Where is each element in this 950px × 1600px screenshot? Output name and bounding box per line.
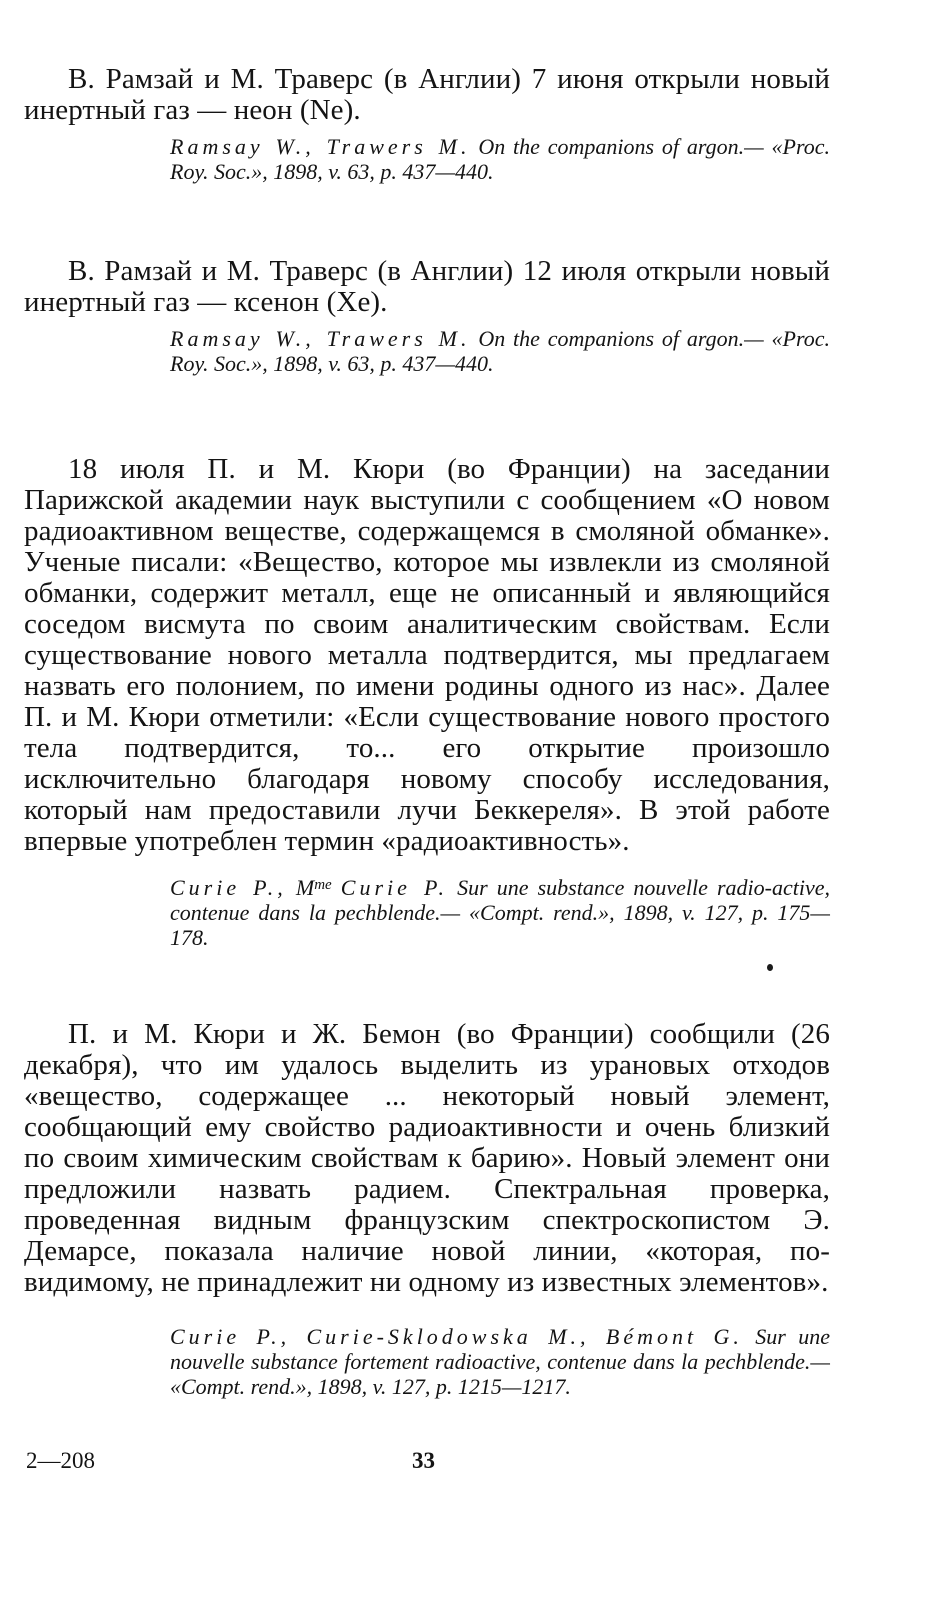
entry-reference xyxy=(170,873,830,950)
ink-speck xyxy=(767,964,773,971)
entry-neon xyxy=(0,64,950,184)
reference-citation: On the companions of argon.— «Proc. Roy. Soc.», 1898, v. 63, p. 437—440. xyxy=(170,134,830,184)
entry-text: В. Рамзай и М. Траверс (в Англии) 7 июня открыли новый инертный газ — неон (Ne). xyxy=(24,63,830,126)
entry-reference xyxy=(170,134,830,184)
reference-author-1: Curie P., xyxy=(170,875,287,900)
reference-citation: On the companions of argon.— «Proc. Roy. Soc.», 1898, v. 63, p. 437—440. xyxy=(170,326,830,376)
entry-text: П. и М. Кюри и Ж. Бемон (во Франции) сообщили (26 декабря), что им удалось выделить из урановых отходов «вещество, содержащее ... некоторый новый элемент, сообщающий ему свойство радиоактивности и очень близкий по своим химическим свойствам к барию». Новый элемент они предложили назвать радием. Спектральная проверка, проведенная видным французским спектроскопистом Э. Демарсе, показала наличие новой линии, «которая, по-видимому, не принадлежит ни одному из известных элементов». xyxy=(24,1018,830,1298)
page-number: 33 xyxy=(412,1448,435,1473)
entry-text: В. Рамзай и М. Траверс (в Англии) 12 июля открыли новый инертный газ — ксенон (Xe). xyxy=(24,255,830,318)
reference-authors: Ramsay W., Trawers M. xyxy=(170,326,471,351)
signature-mark: 2—208 xyxy=(26,1448,95,1473)
entry-polonium xyxy=(0,454,950,950)
entry-xenon xyxy=(0,256,950,376)
reference-citation: Sur une nouvelle substance fortement radioactive, contenue dans la pechblende.— «Compt. rend.», 1898, v. 127, p. 1215—1217. xyxy=(170,1324,830,1399)
entry-reference xyxy=(170,326,830,376)
reference-authors: Ramsay W., Trawers M. xyxy=(170,134,471,159)
reference-author-2: Curie P. xyxy=(340,875,449,900)
reference-mme: $M^{me}$ xyxy=(295,875,332,900)
reference-authors: Curie P., Curie-Sklodowska M., Bémont G. xyxy=(170,1324,743,1349)
entry-radium xyxy=(0,1019,950,1399)
entry-reference xyxy=(170,1324,830,1399)
entry-text: 18 июля П. и М. Кюри (во Франции) на заседании Парижской академии наук выступили с сообщением «О новом радиоактивном веществе, содержащемся в смоляной обманке». Ученые писали: «Вещество, которое мы извлекли из смоляной обманки, содержит металл, еще не описанный и являющийся соседом висмута по своим аналитическим свойствам. Если существование нового металла подтвердится, мы предлагаем назвать его полонием, по имени родины одного из нас». Далее П. и М. Кюри отметили: «Если существование нового простого тела подтвердится, то... его открытие произошло исключительно благодаря новому способу исследования, который нам предоставили лучи Беккереля». В этой работе впервые употреблен термин «радиоактивность». xyxy=(24,453,830,857)
reference-citation: Sur une substance nouvelle radio-active, contenue dans la pechblende.— «Compt. rend.», 1898, v. 127, p. 175—178. xyxy=(170,875,831,950)
